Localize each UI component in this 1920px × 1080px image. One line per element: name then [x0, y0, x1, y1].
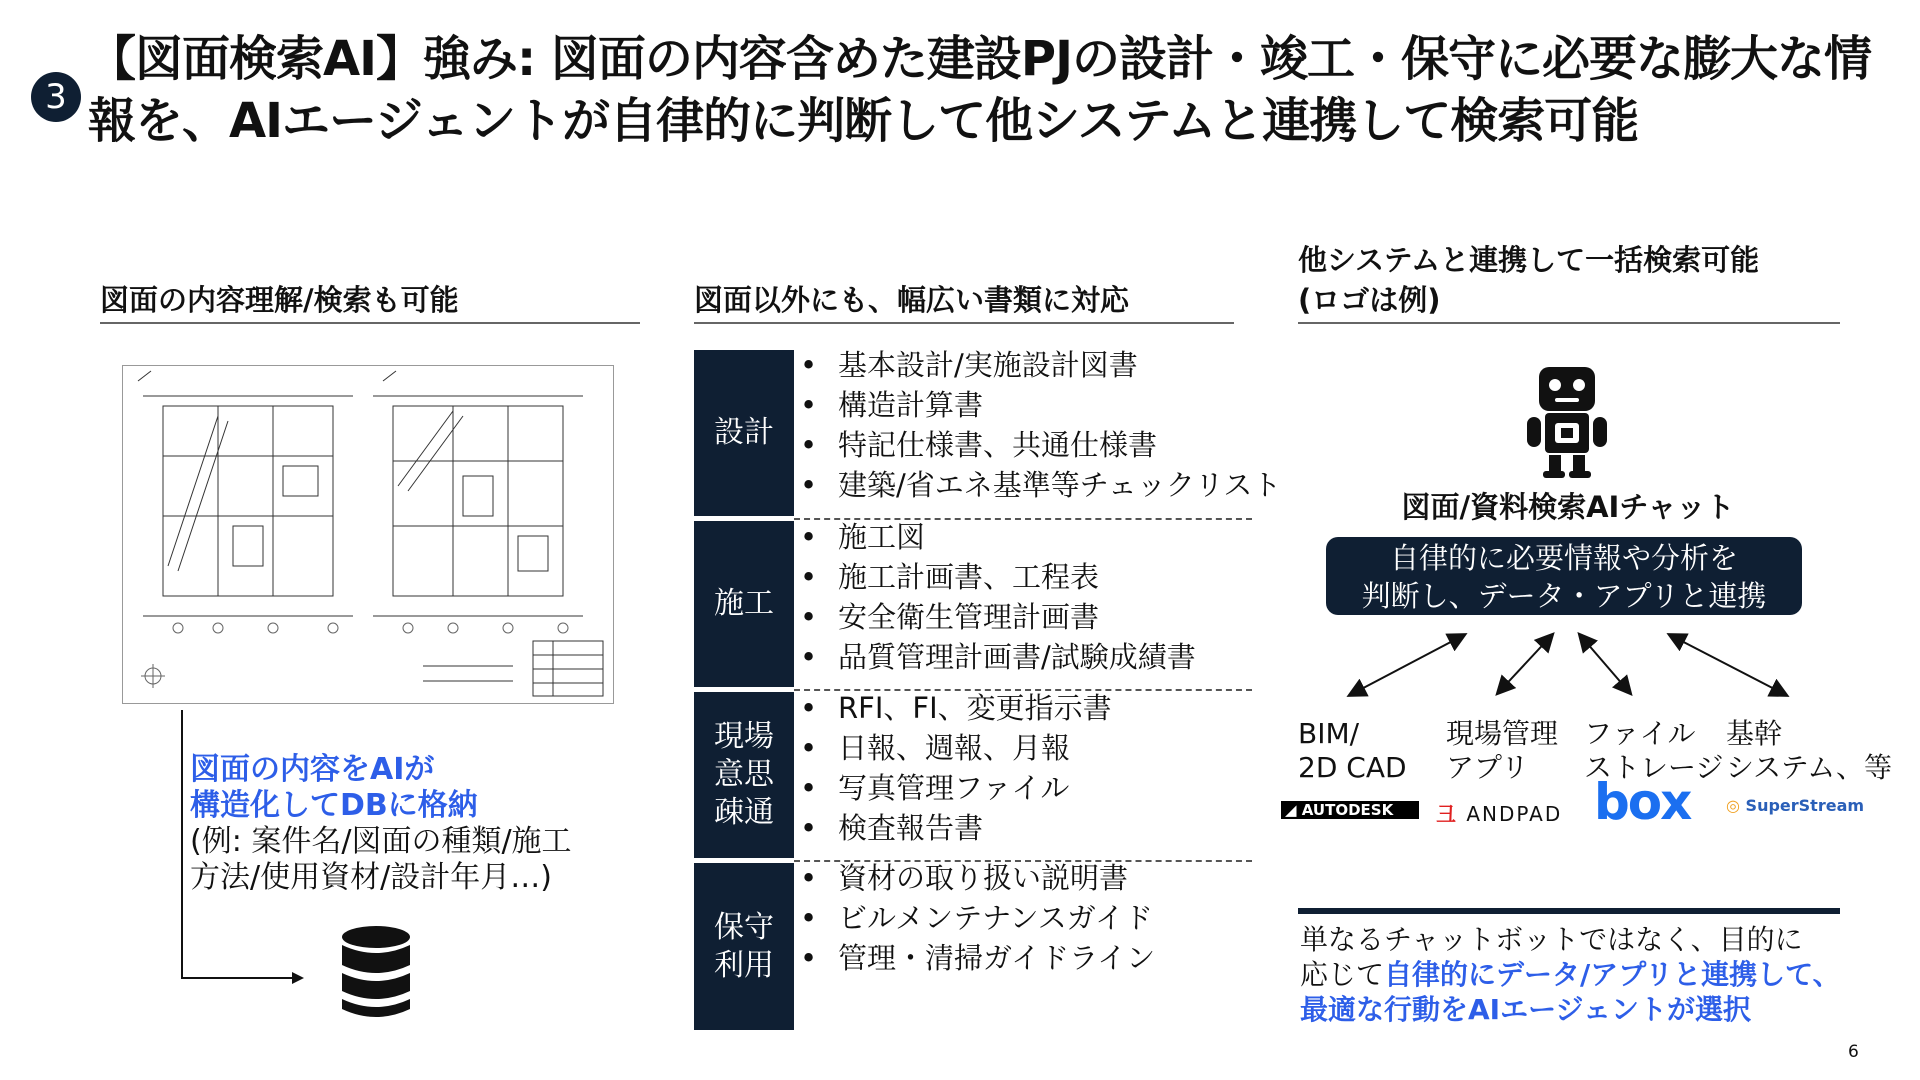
category-site-communication	[694, 692, 794, 858]
system-label: アプリ	[1446, 751, 1529, 784]
site-communication-items	[800, 688, 1260, 848]
agent-capability-pill	[1326, 537, 1802, 615]
system-bim	[1298, 717, 1407, 785]
category-label: 保守	[714, 909, 774, 945]
pill-line-1: 自律的に必要情報や分析を	[1389, 541, 1738, 575]
system-label: ファイル	[1584, 717, 1696, 750]
list-item: • 管理・清掃ガイドライン	[800, 938, 1260, 978]
right-heading-line-2: (ロゴは例)	[1298, 283, 1441, 317]
list-item: • 資材の取り扱い説明書	[800, 858, 1260, 898]
system-label: BIM/	[1298, 717, 1360, 750]
system-label: 2D CAD	[1298, 751, 1407, 784]
list-item: • 検査報告書	[800, 808, 1260, 848]
highlight-line-2: 構造化してDBに格納	[190, 788, 478, 823]
category-label: 設計	[714, 415, 774, 450]
list-item: • 施工計画書、工程表	[800, 557, 1260, 597]
middle-heading: 図面以外にも、幅広い書類に対応	[694, 283, 1130, 317]
list-item: • 日報、週報、月報	[800, 728, 1260, 768]
section-number-badge: 3	[31, 72, 81, 122]
logo-text: ANDPAD	[1466, 802, 1563, 826]
system-label: 基幹	[1726, 717, 1783, 750]
list-item: • 構造計算書	[800, 385, 1260, 425]
bottom-note	[1300, 922, 1860, 1027]
list-item: • 建築/省エネ基準等チェックリスト	[800, 465, 1260, 505]
autodesk-logo	[1281, 801, 1419, 819]
system-label: 現場管理	[1446, 717, 1559, 750]
note-line-3: 最適な行動をAIエージェントが選択	[1300, 993, 1751, 1026]
andpad-logo	[1436, 798, 1562, 827]
note-line-2	[1300, 957, 1860, 992]
logo-text: SuperStream	[1745, 796, 1865, 815]
superstream-logo	[1726, 796, 1864, 815]
left-heading-rule	[100, 322, 640, 324]
logo-text: AUTODESK	[1301, 801, 1394, 819]
list-item: • ビルメンテナンスガイド	[800, 898, 1260, 938]
category-label: 施工	[714, 586, 774, 621]
system-label: ストレージ	[1584, 751, 1724, 784]
integration-arrows	[1340, 625, 1800, 705]
list-item: • 品質管理計画書/試験成績書	[800, 637, 1260, 677]
right-heading	[1298, 240, 1759, 320]
left-description	[190, 752, 660, 896]
category-label: 現場	[714, 719, 774, 754]
category-label: 意思	[714, 757, 774, 792]
logo-mark-icon: ◢	[1285, 801, 1302, 819]
maintenance-items	[800, 858, 1260, 978]
note-line-2-bold: 自律的にデータ/アプリと連携して、	[1384, 958, 1841, 991]
system-site-app	[1446, 717, 1558, 785]
andpad-mark-icon: ⼹	[1436, 802, 1458, 826]
right-heading-line-1: 他システムと連携して一括検索可能	[1298, 243, 1760, 277]
box-logo: box	[1594, 773, 1691, 831]
design-items	[800, 345, 1282, 505]
system-core	[1726, 717, 1892, 785]
system-label: システム、等	[1726, 751, 1893, 784]
right-heading-rule	[1298, 322, 1840, 324]
robot-icon	[1525, 365, 1609, 480]
construction-items	[800, 517, 1260, 677]
list-item: • 写真管理ファイル	[800, 768, 1260, 808]
category-design	[694, 350, 794, 516]
list-item: • 施工図	[800, 517, 1260, 557]
example-line-2: 方法/使用資材/設計年月…)	[190, 860, 552, 895]
ai-chat-label: 図面/資料検索AIチャット	[1401, 490, 1735, 524]
note-rule	[1298, 908, 1840, 914]
middle-heading-rule	[694, 322, 1234, 324]
floor-plan-illustration	[123, 366, 613, 703]
page-number: 6	[1848, 1042, 1859, 1062]
floor-plan-drawing	[122, 365, 614, 704]
highlight-line-1: 図面の内容をAIが	[190, 752, 435, 787]
superstream-mark-icon: ◎	[1726, 796, 1740, 815]
example-line-1: (例: 案件名/図面の種類/施工	[190, 824, 572, 859]
left-heading: 図面の内容理解/検索も可能	[100, 283, 459, 317]
category-label: 利用	[714, 947, 774, 983]
list-item: • 安全衛生管理計画書	[800, 597, 1260, 637]
category-construction	[694, 521, 794, 687]
database-icon	[340, 925, 412, 1020]
page-title: 【図面検索AI】強み: 図面の内容含めた建設PJの設計・竣工・保守に必要な膨大な情報を、AIエージェントが自律的に判断して他システムと連携して検索可能	[88, 31, 1871, 149]
list-item: • 基本設計/実施設計図書	[800, 345, 1260, 385]
pill-line-2: 判断し、データ・アプリと連携	[1361, 579, 1767, 613]
category-label: 疎通	[714, 795, 774, 830]
note-line-1: 単なるチャットボットではなく、目的に	[1300, 923, 1803, 956]
list-item: • RFI、FI、変更指示書	[800, 688, 1260, 728]
category-maintenance	[694, 863, 794, 1030]
list-item: • 特記仕様書、共通仕様書	[800, 425, 1260, 465]
note-line-2-plain: 応じて	[1300, 958, 1385, 991]
